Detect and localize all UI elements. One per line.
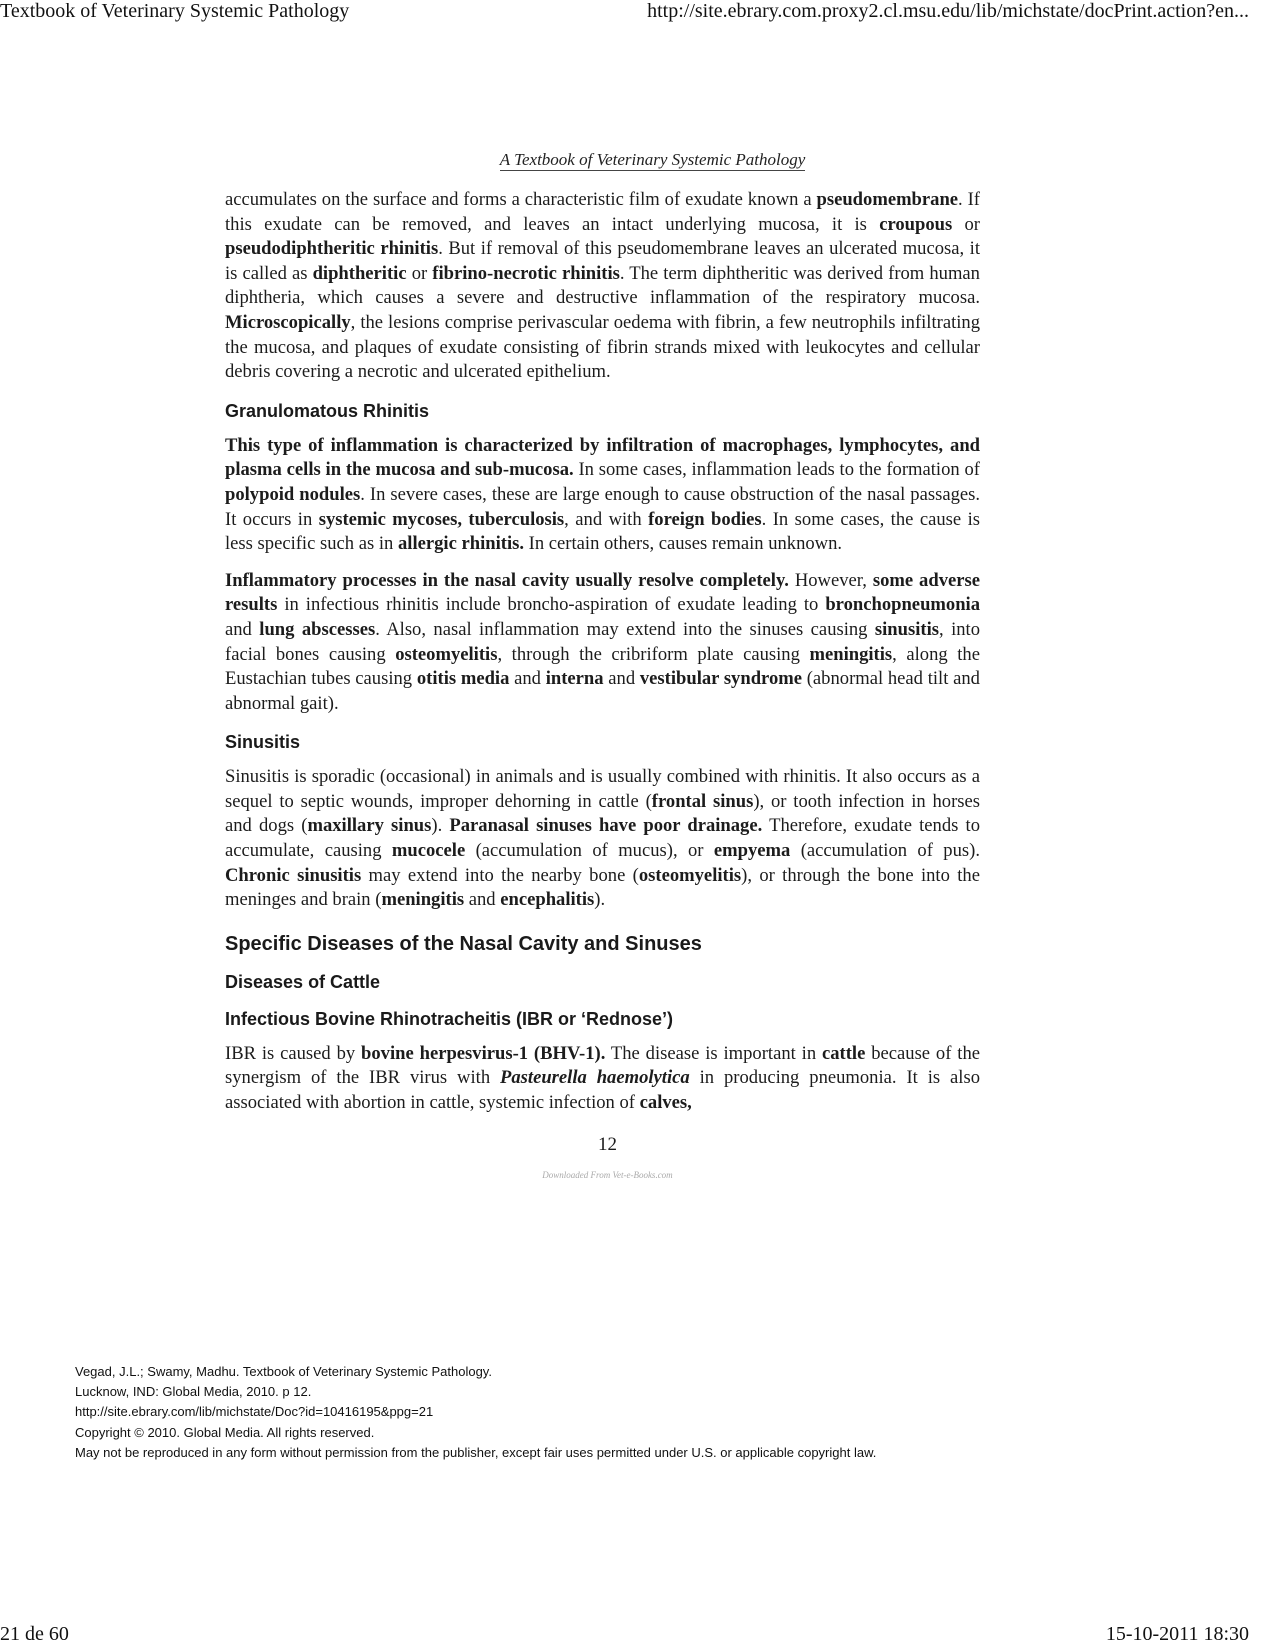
scanned-page bbox=[225, 150, 980, 1350]
page-number: 12 bbox=[598, 1133, 617, 1155]
paragraph-sinusitis: Sinusitis is sporadic (occasional) in animals and is usually combined with rhinitis. It also occurs as a sequel to septic wounds, improper dehorning in cattle (frontal sinus), or tooth infection in horses and dogs (maxillary sinus). Paranasal sinuses have poor drainage. Therefore, exudate tends to accumulate, causing mucocele (accumulation of mucus), or empyema (accumulation of pus). Chronic sinusitis may extend into the nearby bone (osteomyelitis), or through the bone into the meninges and brain (meningitis and encephalitis). bbox=[225, 766, 981, 911]
paragraph-ibr: IBR is caused by bovine herpesvirus-1 (BHV-1). The disease is important in cattle because of the synergism of the IBR virus with Pasteurella haemolytica in producing pneumonia. It is also associated with abortion in cattle, systemic infection of calves, bbox=[225, 1042, 980, 1114]
heading-diseases-of-cattle: Diseases of Cattle bbox=[225, 971, 381, 992]
print-footer bbox=[0, 1618, 1275, 1646]
document-title: Textbook of Veterinary Systemic Pathology bbox=[0, 0, 350, 22]
heading-ibr: Infectious Bovine Rhinotracheitis (IBR or ‘Rednose’) bbox=[225, 1008, 674, 1029]
document-url: http://site.ebrary.com.proxy2.cl.msu.edu/lib/michstate/docPrint.action?en... bbox=[647, 0, 1249, 22]
heading-specific-diseases: Specific Diseases of the Nasal Cavity and Sinuses bbox=[225, 932, 702, 955]
heading-granulomatous-rhinitis: Granulomatous Rhinitis bbox=[225, 400, 430, 421]
print-datetime: 15-10-2011 18:30 bbox=[1105, 1623, 1249, 1645]
watermark: Downloaded From Vet-e-Books.com bbox=[542, 1169, 673, 1180]
print-header bbox=[0, 0, 1275, 28]
citation-url: http://site.ebrary.com/lib/michstate/Doc?id=10416195&ppg=21 bbox=[75, 1404, 434, 1419]
paragraph-granulomatous: This type of inflammation is characterized by infiltration of macrophages, lymphocytes, and plasma cells in the mucosa and sub-mucosa. In some cases, inflammation leads to the formation of polypoid nodules. In severe cases, these are large enough to cause obstruction of the nasal passages. It occurs in systemic mycoses, tuberculosis, and with foreign bodies. In some cases, the cause is less specific such as in allergic rhinitis. In certain others, causes remain unknown. bbox=[225, 434, 981, 555]
paragraph-inflammatory-processes: Inflammatory processes in the nasal cavity usually resolve completely. However, some adverse results in infectious rhinitis include broncho-aspiration of exudate leading to bronchopneumonia and lung abscesses. Also, nasal inflammation may extend into the sinuses causing sinusitis, into facial bones causing osteomyelitis, through the cribriform plate causing meningitis, along the Eustachian tubes causing otitis media and interna and vestibular syndrome (abnormal head tilt and abnormal gait). bbox=[225, 569, 980, 714]
citation-copyright: Copyright © 2010. Global Media. All rights reserved. bbox=[75, 1425, 375, 1440]
running-head: A Textbook of Veterinary Systemic Pathology bbox=[499, 150, 806, 169]
page-counter: 21 de 60 bbox=[0, 1623, 69, 1645]
heading-sinusitis: Sinusitis bbox=[225, 732, 301, 753]
paragraph-pseudomembrane: accumulates on the surface and forms a characteristic film of exudate known a pseudomembrane. If this exudate can be removed, and leaves an intact underlying mucosa, it is croupous or pseudodiphtheritic rhinitis. But if removal of this pseudomembrane leaves an ulcerated mucosa, it is called as diphtheritic or fibrino-necrotic rhinitis. The term diphtheritic was derived from human diphtheria, which causes a severe and destructive inflammation of the respiratory mucosa. Microscopically, the lesions comprise perivascular oedema with fibrin, a few neutrophils infiltrating the mucosa, and plaques of exudate consisting of fibrin strands mixed with leukocytes and cellular debris covering a necrotic and ulcerated epithelium. bbox=[225, 189, 980, 383]
citation-publisher: Lucknow, IND: Global Media, 2010. p 12. bbox=[75, 1384, 312, 1399]
citation-rights-notice: May not be reproduced in any form without permission from the publisher, except fair uses permitted under U.S. or applicable copyright law. bbox=[75, 1445, 877, 1460]
citation-authors: Vegad, J.L.; Swamy, Madhu. Textbook of Veterinary Systemic Pathology. bbox=[75, 1364, 492, 1379]
citation-block bbox=[75, 1362, 876, 1463]
